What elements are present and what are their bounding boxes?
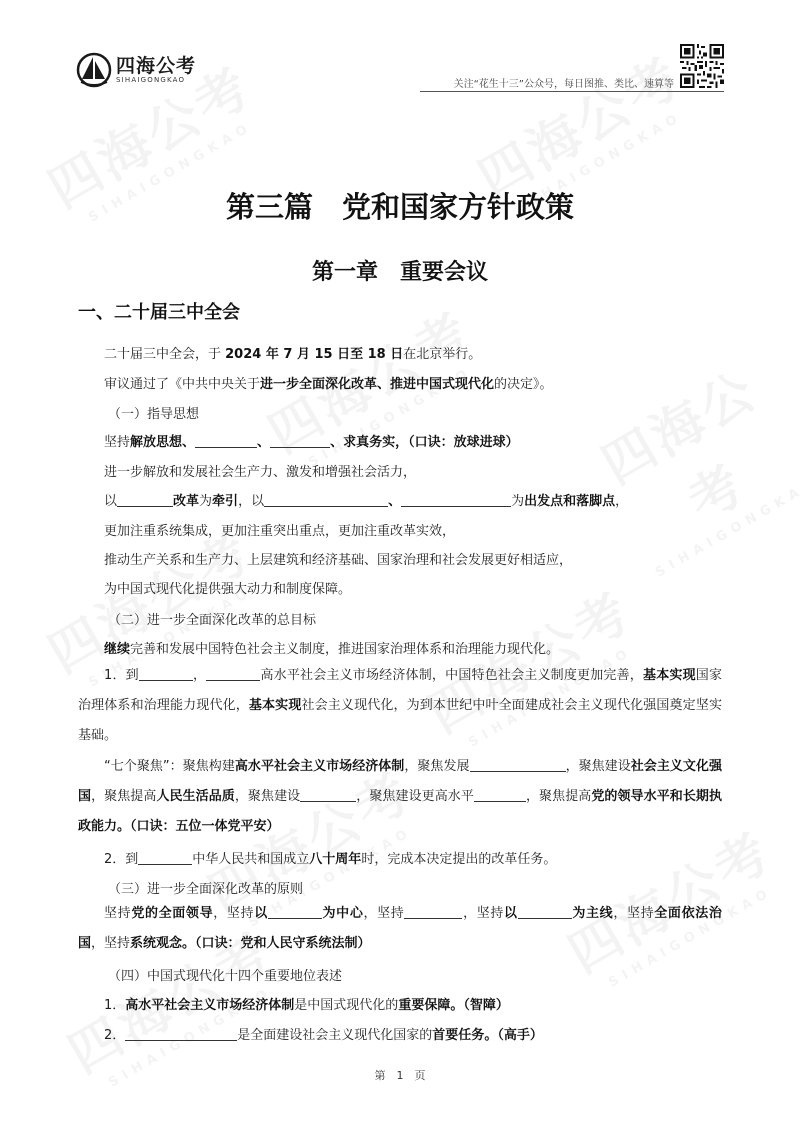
fill-blank[interactable] xyxy=(117,493,173,507)
text-line: 2． 是全面建设社会主义现代化国家的首要任务。（高手） xyxy=(104,1028,543,1043)
fill-blank[interactable] xyxy=(470,758,566,772)
fill-blank[interactable] xyxy=(518,905,572,919)
fill-blank[interactable] xyxy=(125,1027,237,1041)
page-title: 第三篇 党和国家方针政策 xyxy=(225,190,574,224)
fill-blank[interactable] xyxy=(268,905,322,919)
text-line: 为中国式现代化提供强大动力和制度保障。 xyxy=(104,582,352,597)
fill-blank[interactable] xyxy=(401,493,511,507)
fill-blank[interactable] xyxy=(206,667,260,681)
text-line: 继续完善和发展中国特色社会主义制度，推进国家治理体系和治理能力现代化。 xyxy=(104,642,560,657)
paragraph: “七个聚焦”：聚焦构建高水平社会主义市场经济体制，聚焦发展 ，聚焦建设社会主义文化强国，聚焦提高人民生活品质，聚焦建设 ，聚焦建设更高水平 ，聚焦提高党的领导水平和长期执政能力。（口诀：五位一体党平安） xyxy=(78,759,722,834)
text-line: 二十届三中全会，于 2024 年 7 月 15 日至 18 日在北京举行。 xyxy=(104,347,482,362)
paragraph: 1．到 ， 高水平社会主义市场经济体制，中国特色社会主义制度更加完善，基本实现国家治理体系和治理能力现代化，基本实现社会主义现代化，为到本世纪中叶全面建成社会主义现代化强国奠定坚实基础。 xyxy=(78,668,722,743)
qr-code-icon[interactable] xyxy=(680,44,724,88)
follow-notice: 关注“花生十三”公众号，每日图推、类比、速算等 xyxy=(453,79,674,90)
text-line: 进一步解放和发展社会生产力、激发和增强社会活力， xyxy=(104,465,417,480)
subsection-heading: （三）进一步全面深化改革的原则 xyxy=(108,882,304,897)
text-line: 1．高水平社会主义市场经济体制是中国式现代化的重要保障。（智障） xyxy=(104,998,509,1013)
paragraph: 坚持党的全面领导，坚持以 为中心，坚持 ，坚持以 为主线，坚持全面依法治国，坚持系统观念。（口诀：党和人民守系统法制） xyxy=(78,906,722,951)
fill-blank[interactable] xyxy=(195,434,257,448)
text-line: 更加注重系统集成，更加注重突出重点，更加注重改革实效， xyxy=(104,524,456,539)
subsection-heading: （四）中国式现代化十四个重要地位表述 xyxy=(108,969,343,984)
brand-logo xyxy=(76,52,196,88)
page-header xyxy=(0,0,800,100)
fill-blank[interactable] xyxy=(474,788,526,802)
text-line: 以 改革为牵引，以 、 为出发点和落脚点， xyxy=(104,494,629,509)
text-line: 审议通过了《中共中央关于进一步全面深化改革、推进中国式现代化的决定》。 xyxy=(104,377,553,392)
watermark xyxy=(572,341,800,584)
fill-blank[interactable] xyxy=(300,788,356,802)
subsection-heading: （二）进一步全面深化改革的总目标 xyxy=(108,613,317,628)
text-line: 2．到 中华人民共和国成立八十周年时，完成本决定提出的改革任务。 xyxy=(104,852,557,867)
section-heading: 一、二十届三中全会 xyxy=(78,302,240,323)
subsection-heading: （一）指导思想 xyxy=(108,407,200,422)
text-line: 坚持解放思想、 、 、求真务实，（口诀：放球进球） xyxy=(104,435,519,450)
fill-blank[interactable] xyxy=(138,851,192,865)
fill-blank[interactable] xyxy=(404,905,462,919)
chapter-title: 第一章 重要会议 xyxy=(311,260,488,285)
page-number: 第 1 页 xyxy=(374,1069,426,1082)
header-rule xyxy=(420,91,724,92)
sail-logo-icon xyxy=(76,52,112,88)
fill-blank[interactable] xyxy=(139,667,193,681)
logo-name: 四海公考 xyxy=(116,54,197,77)
text-line: 推动生产关系和生产力、上层建筑和经济基础、国家治理和社会发展更好相适应， xyxy=(104,553,573,568)
logo-pinyin: SIHAIGONGKAO xyxy=(116,75,186,84)
fill-blank[interactable] xyxy=(270,434,330,448)
fill-blank[interactable] xyxy=(264,493,388,507)
